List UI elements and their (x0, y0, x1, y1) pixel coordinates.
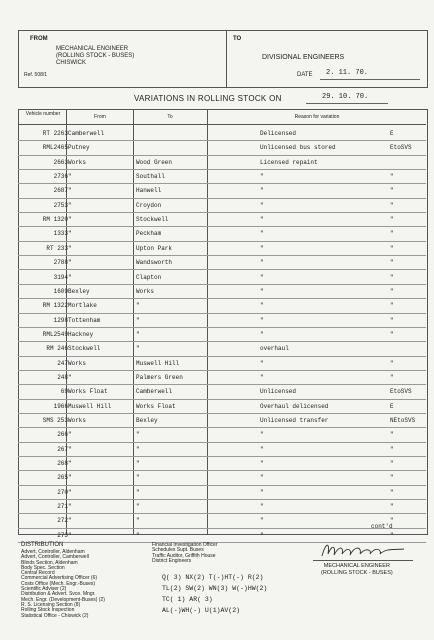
reason-text: " (260, 431, 264, 439)
table-row (18, 485, 426, 500)
from-label: FROM (30, 36, 48, 42)
reason-text: Overhaul delicensed (260, 402, 329, 410)
distribution-codes (162, 572, 267, 616)
distribution-item: Blinds Section, Aldenham (21, 559, 78, 566)
to-depot: Bexley (136, 417, 158, 424)
vehicle-number: 248 (57, 373, 68, 381)
reason-text: " (260, 359, 264, 367)
to-depot: " (136, 330, 140, 338)
to-depot: " (136, 431, 140, 439)
distribution-code-line: Q( 3) NX(2) T(-)HT(-) R(2) (162, 574, 264, 581)
distribution-code-line: TL(2) SW(2) WN(3) W(-)HW(2) (162, 585, 268, 592)
code-text: " (390, 330, 394, 338)
code-text: E (390, 130, 394, 137)
vehicle-number: 268 (57, 460, 68, 468)
reason-text: overhaul (260, 345, 289, 353)
code-text: EtoSVS (390, 388, 412, 396)
code-text: E (390, 402, 394, 410)
vehicle-number: 2663 (53, 158, 68, 166)
to-label: TO (233, 36, 242, 42)
code-text: " (390, 287, 394, 295)
table-row (18, 370, 426, 385)
distribution-item: District Engineers (152, 558, 192, 565)
reason-text: Unlicensed bus stored (260, 144, 336, 152)
to-depot: Muswell Hill (136, 359, 180, 367)
to-depot: " (136, 503, 140, 511)
code-text: " (390, 531, 394, 539)
table-row (18, 356, 426, 371)
reason-text: " (260, 330, 264, 338)
distribution-item: R. S. Licensing Section (8) (21, 601, 81, 608)
vehicle-number: RT 233 (46, 244, 68, 252)
reason-text: " (260, 474, 264, 482)
date-value: 2. 11. 70. (326, 69, 369, 77)
distribution-item: Distribution & Advert. Svce. Mngr. (21, 591, 96, 598)
vehicle-number: 272 (57, 517, 68, 525)
vehicle-number: 1609 (53, 287, 68, 295)
from-depot: Bexley (68, 287, 90, 295)
signature (318, 538, 408, 560)
to-depot: Peckham (136, 230, 162, 238)
code-text: " (390, 474, 394, 482)
from-depot: " (68, 201, 72, 209)
code-text: " (390, 373, 394, 381)
code-text: " (390, 187, 394, 195)
vehicle-number: 270 (57, 488, 68, 496)
reference-number: Ref. 508/1 (24, 72, 48, 78)
reason-text: " (260, 273, 264, 281)
code-text: NEtoSVS (390, 417, 416, 424)
code-text: " (390, 259, 394, 267)
distribution-item: Schedules Supt. Buses (152, 547, 204, 554)
document-title: VARIATIONS IN ROLLING STOCK ON (134, 94, 282, 103)
to-depot: " (136, 345, 140, 353)
to-depot: Hanwell (136, 187, 162, 195)
to-depot: Wood Green (136, 158, 173, 166)
from-depot: " (68, 460, 72, 468)
table-row (18, 427, 426, 442)
reason-text: " (260, 244, 264, 252)
vehicle-number: 2753 (53, 201, 68, 209)
from-depot: " (68, 517, 72, 525)
code-text: " (390, 316, 394, 324)
from-depot: " (68, 445, 72, 453)
from-depot: " (68, 230, 72, 238)
code-text: " (390, 244, 394, 252)
header-vehicle-number: Vehicle number (25, 111, 61, 117)
vehicle-number: SMS 253 (42, 417, 68, 424)
signature-title: MECHANICAL ENGINEER (ROLLING STOCK - BUSES) (321, 563, 393, 576)
table-row (18, 313, 426, 328)
table-row (18, 169, 426, 184)
vehicle-number: RT 2263 (42, 130, 68, 137)
to-depot: " (136, 460, 140, 468)
distribution-item: Advert, Controller, Aldenham (21, 549, 85, 555)
table-row (18, 298, 426, 313)
distribution-item: Statistical Office - Chiswick (2) (21, 612, 89, 619)
distribution-item: Financial Investigation Officer (152, 542, 218, 548)
code-text: " (390, 517, 394, 525)
vehicle-number: RM 1322 (42, 302, 68, 310)
table-row (18, 126, 426, 141)
from-depot: " (68, 173, 72, 181)
table-row (18, 140, 426, 155)
vehicle-number: 266 (57, 431, 68, 439)
vehicle-number: RM 246 (46, 345, 68, 353)
code-text: " (390, 302, 394, 310)
distribution-code-line: TC( 1) AR( 3) (162, 596, 213, 603)
from-depot: " (68, 431, 72, 439)
distribution-code-line: AL(-)WH(-) U(1)AV(2) (162, 607, 241, 614)
code-text: " (390, 488, 394, 496)
vehicle-number: 1333 (53, 230, 68, 238)
header-reason: Reason for variation (294, 114, 340, 120)
from-depot: " (68, 373, 72, 381)
vehicle-number: 265 (57, 474, 68, 482)
from-depot: " (68, 531, 72, 539)
from-depot: Muswell Hill (68, 402, 112, 410)
reason-text: " (260, 488, 264, 496)
to-depot: " (136, 445, 140, 453)
vehicle-number: 2736 (53, 173, 68, 181)
from-depot: Putney (68, 144, 90, 152)
distribution-item: Advert, Controller, Camberwell (21, 554, 89, 561)
reason-text: " (260, 216, 264, 224)
distribution-item: Body Spec. Section (21, 564, 65, 571)
reason-text: " (260, 460, 264, 468)
reason-text: " (260, 173, 264, 181)
from-depot: Camberwell (68, 130, 105, 137)
to-depot: Camberwell (136, 388, 173, 396)
from-depot: Hackney (68, 330, 94, 338)
table-row (18, 212, 426, 227)
vehicle-number: 271 (57, 503, 68, 511)
to-depot: Stockwell (136, 216, 169, 224)
to-depot: " (136, 316, 140, 324)
reason-text: Delicensed (260, 130, 297, 137)
code-text: " (390, 445, 394, 453)
from-depot: " (68, 187, 72, 195)
to-depot: Works (136, 287, 155, 295)
reason-text: " (260, 287, 264, 295)
vehicle-number: 1298 (53, 316, 68, 324)
code-text: " (390, 216, 394, 224)
from-depot: Works (68, 158, 87, 166)
reason-text: " (260, 503, 264, 511)
reason-text: " (260, 445, 264, 453)
from-depot: " (68, 273, 72, 281)
table-row (18, 183, 426, 198)
from-depot: Works (68, 359, 87, 367)
vehicle-number: 2687 (53, 187, 68, 195)
table-row (18, 470, 426, 485)
code-text: EtoSVS (390, 144, 412, 152)
from-depot: " (68, 488, 72, 496)
table-row (18, 413, 426, 428)
reason-text: " (260, 259, 264, 267)
vehicle-number: 247 (57, 359, 68, 367)
from-depot: " (68, 216, 72, 224)
from-depot: Mortlake (68, 302, 97, 310)
code-text: " (390, 173, 394, 181)
title-date: 29. 10. 70. (322, 93, 369, 101)
to-depot: " (136, 488, 140, 496)
from-depot: Stockwell (68, 345, 101, 353)
vehicle-number: RM 1320 (42, 216, 68, 224)
from-depot: " (68, 259, 72, 267)
vehicle-number: RML2549 (42, 330, 68, 338)
reason-text: " (260, 201, 264, 209)
reason-text: " (260, 316, 264, 324)
from-depot: Works (68, 417, 87, 424)
table-row (18, 284, 426, 299)
distribution-list-right (152, 543, 218, 565)
distribution-title: DISTRIBUTION (21, 542, 64, 548)
vehicle-number: 2788 (53, 259, 68, 267)
header-from: From (94, 114, 106, 120)
reason-text: " (260, 517, 264, 525)
distribution-item: Rolling Stock Inspection (21, 607, 75, 614)
distribution-item: Costs Office (Mech. Engr.-Buses) (21, 580, 96, 587)
table-row (18, 226, 426, 241)
reason-text: " (260, 531, 264, 539)
table-row (18, 198, 426, 213)
table-row (18, 341, 426, 356)
vehicle-number: 69 (60, 388, 68, 396)
header-to: To (167, 114, 173, 120)
reason-text: " (260, 187, 264, 195)
from-depot: Tottenham (68, 316, 101, 324)
to-depot: Palmers Green (136, 373, 183, 381)
from-depot: " (68, 244, 72, 252)
table-row (18, 255, 426, 270)
code-text: " (390, 359, 394, 367)
table-row (18, 456, 426, 471)
table-row (18, 399, 426, 414)
vehicle-number: RML2465 (42, 144, 68, 152)
to-depot: Clapton (136, 273, 162, 281)
reason-text: Unlicensed (260, 388, 297, 396)
vehicle-number: 1966 (53, 402, 68, 410)
code-text: " (390, 230, 394, 238)
code-text: " (390, 503, 394, 511)
to-depot: " (136, 302, 140, 310)
table-row (18, 155, 426, 170)
distribution-item: Mech. Engr. (Development-Buses) (2) (21, 596, 105, 603)
table-row (18, 499, 426, 514)
table-row (18, 442, 426, 457)
table-row (18, 384, 426, 399)
code-text: " (390, 273, 394, 281)
continued-note: cont'd (371, 523, 393, 530)
to-depot: " (136, 531, 140, 539)
distribution-item: Central Record (21, 570, 55, 577)
reason-text: " (260, 373, 264, 381)
code-text: " (390, 460, 394, 468)
reason-text: " (260, 302, 264, 310)
from-depot: " (68, 474, 72, 482)
to-depot: " (136, 517, 140, 525)
from-depot: " (68, 503, 72, 511)
to-depot: " (136, 474, 140, 482)
to-depot: Wandsworth (136, 259, 173, 267)
distribution-item: Scientific Adviser (2) (21, 586, 67, 593)
reason-text: " (260, 230, 264, 238)
from-address: MECHANICAL ENGINEER (ROLLING STOCK - BUSES) CHISWICK (56, 46, 135, 66)
to-depot: Southall (136, 173, 165, 181)
vehicle-number: 3194 (53, 273, 68, 281)
code-text: " (390, 201, 394, 209)
code-text: " (390, 431, 394, 439)
date-label: DATE (297, 72, 313, 78)
to-depot: Works Float (136, 402, 176, 410)
vehicle-number: 267 (57, 445, 68, 453)
table-row (18, 241, 426, 256)
distribution-item: Commercial Advertising Officer (6) (21, 575, 98, 582)
table-row (18, 513, 426, 528)
to-depot: Croydon (136, 201, 162, 209)
distribution-item: Traffic Auditor, Griffith House (152, 552, 216, 559)
from-depot: Works Float (68, 388, 108, 396)
to-recipient: DIVISIONAL ENGINEERS (262, 54, 345, 61)
reason-text: Licensed repaint (260, 158, 318, 166)
table-row (18, 327, 426, 342)
to-depot: Upton Park (136, 244, 173, 252)
vehicle-number: 273 (57, 531, 68, 539)
table-row (18, 270, 426, 285)
distribution-list-left (21, 550, 105, 619)
reason-text: Unlicensed transfer (260, 417, 329, 424)
